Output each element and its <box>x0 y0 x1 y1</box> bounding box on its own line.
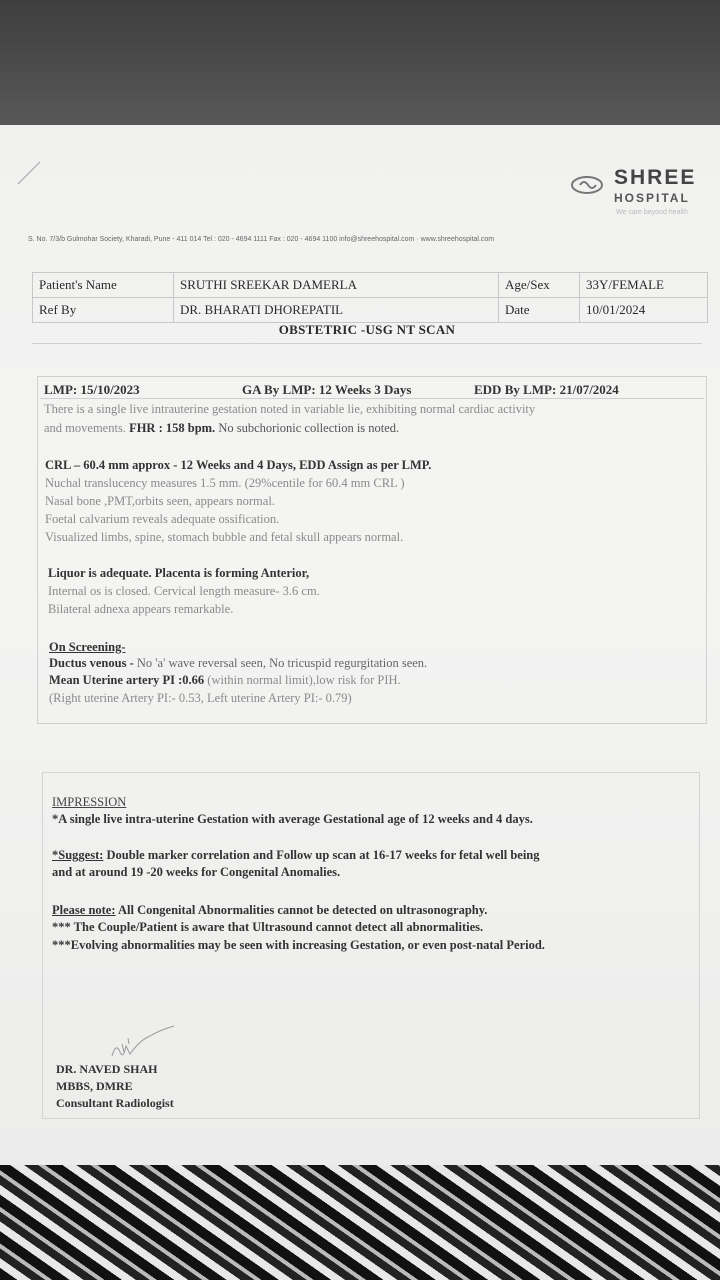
note-line-2: *** The Couple/Patient is aware that Ultrasound cannot detect all abnormalities. <box>52 920 484 934</box>
liquor-line: Liquor is adequate. Placenta is forming Anterior, <box>48 566 310 580</box>
calvarium-line: Foetal calvarium reveals adequate ossification. <box>45 512 280 526</box>
scan-title: OBSTETRIC -USG NT SCAN <box>278 322 456 337</box>
hospital-tagline: We care beyond health <box>616 209 688 216</box>
lmp-row <box>40 382 704 399</box>
background-bottom <box>0 1165 720 1280</box>
finding-line: There is a single live intrauterine gestation noted in variable lie, exhibiting normal cardiac activity <box>44 402 536 416</box>
finding-line: and movements. FHR : 158 bpm. No subchorionic collection is noted. <box>44 421 400 435</box>
screening-label: On Screening- <box>49 640 126 654</box>
uterine-line: Mean Uterine artery PI :0.66 (within normal limit),low risk for PIH. <box>49 673 401 687</box>
date-label: Date <box>499 298 580 323</box>
lmp: LMP: 15/10/2023 <box>44 382 140 397</box>
doctor-signature <box>108 1024 178 1064</box>
doctor-name: DR. NAVED SHAH <box>56 1062 158 1076</box>
patient-name: SRUTHI SREEKAR DAMERLA <box>174 273 499 298</box>
ductus-line: Ductus venous - No 'a' wave reversal seen, No tricuspid regurgitation seen. <box>49 656 428 670</box>
table-row <box>33 298 708 323</box>
hospital-logo <box>566 165 716 225</box>
ref-label: Ref By <box>33 298 174 323</box>
uterine-lr-line: (Right uterine Artery PI:- 0.53, Left uterine Artery PI:- 0.79) <box>49 691 352 705</box>
edd-by-lmp: EDD By LMP: 21/07/2024 <box>474 382 619 397</box>
limbs-line: Visualized limbs, spine, stomach bubble and fetal skull appears normal. <box>45 530 404 544</box>
doctor-degree: MBBS, DMRE <box>56 1079 133 1093</box>
doctor-title: Consultant Radiologist <box>56 1096 174 1110</box>
impression-label: IMPRESSION <box>52 795 127 809</box>
table-row <box>33 273 708 298</box>
hospital-subtitle: HOSPITAL <box>614 191 690 205</box>
note-line-3: ***Evolving abnormalities may be seen with increasing Gestation, or even post-natal Period. <box>52 938 545 952</box>
impression-line: *A single live intra-uterine Gestation with average Gestational age of 12 weeks and 4 days. <box>52 812 533 826</box>
divider <box>32 343 702 344</box>
suggest-line-2: and at around 19 -20 weeks for Congenital Anomalies. <box>52 865 341 879</box>
nt-line: Nuchal translucency measures 1.5 mm. (29%centile for 60.4 mm CRL ) <box>45 476 405 490</box>
date-value: 10/01/2024 <box>580 298 708 323</box>
note-line: Please note: All Congenital Abnormalities cannot be detected on ultrasonography. <box>52 903 488 917</box>
background-top <box>0 0 720 135</box>
suggest-line: *Suggest: Double marker correlation and Follow up scan at 16-17 weeks for fetal well being <box>52 848 540 862</box>
patient-info-table <box>32 272 708 323</box>
ga-by-lmp: GA By LMP: 12 Weeks 3 Days <box>242 382 412 397</box>
age-value: 33Y/FEMALE <box>580 273 708 298</box>
nasal-line: Nasal bone ,PMT,orbits seen, appears normal. <box>45 494 275 508</box>
hospital-logo-icon <box>570 175 604 195</box>
hospital-name: SHREE <box>614 166 697 189</box>
crl-line: CRL – 60.4 mm approx - 12 Weeks and 4 Days, EDD Assign as per LMP. <box>45 458 432 472</box>
age-label: Age/Sex <box>499 273 580 298</box>
hospital-address: S. No. 7/3/b Gulmohar Society, Kharadi, Pune - 411 014 Tel : 020 - 4694 1111 Fax : 020 - 4694 1100 info@shreehospital.com · www.shreehospital.com <box>28 236 495 243</box>
pen-mark <box>14 158 44 188</box>
adnexa-line: Bilateral adnexa appears remarkable. <box>48 602 234 616</box>
os-line: Internal os is closed. Cervical length measure- 3.6 cm. <box>48 584 320 598</box>
ref-value: DR. BHARATI DHOREPATIL <box>174 298 499 323</box>
patient-name-label: Patient's Name <box>33 273 174 298</box>
